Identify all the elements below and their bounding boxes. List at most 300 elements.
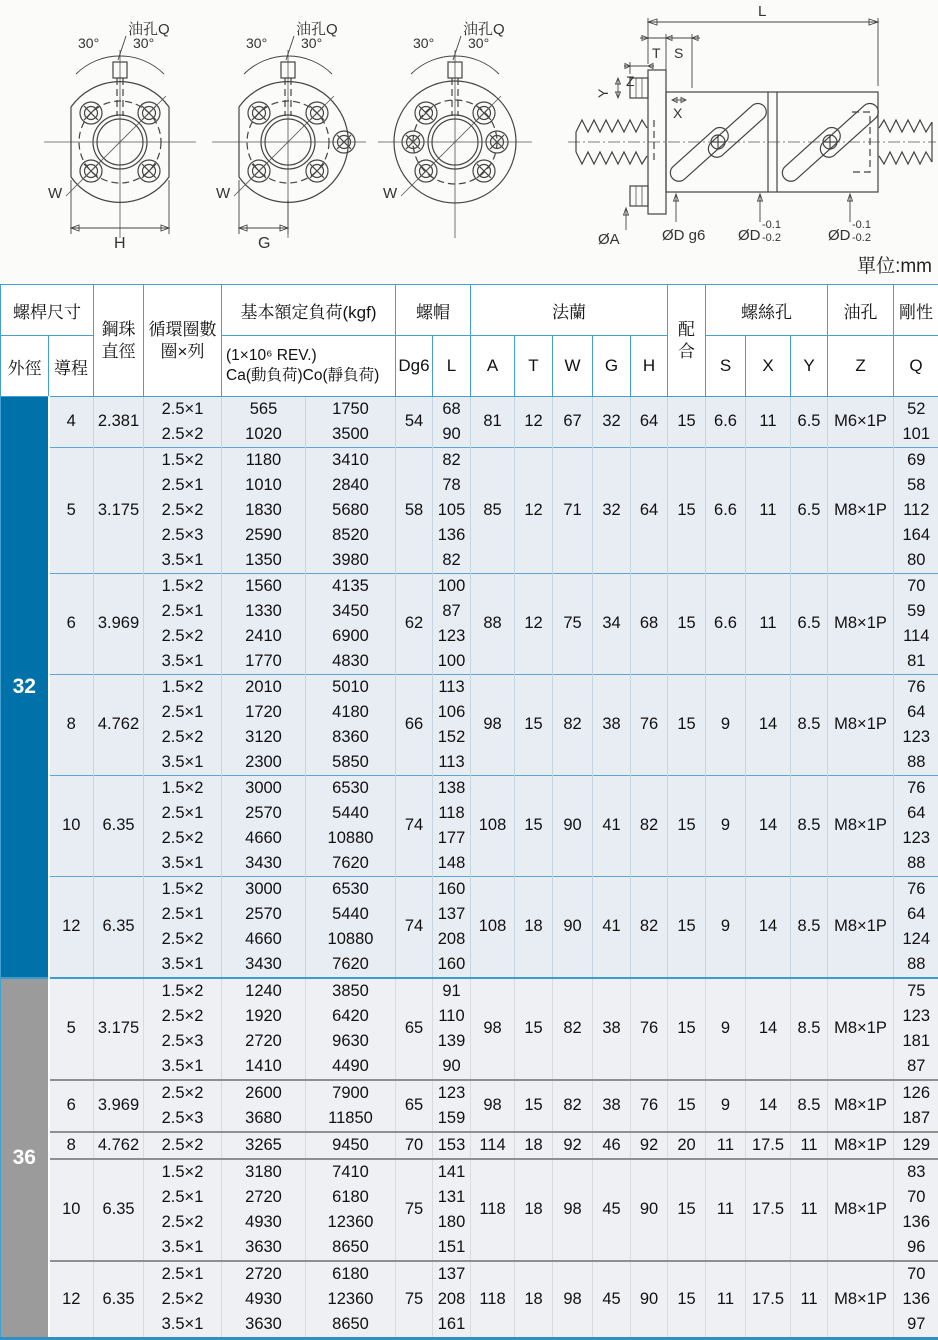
rigidity-cell: 64 — [894, 902, 938, 927]
ball-diameter-cell: 6.35 — [94, 877, 144, 979]
static-load-cell: 3410 — [306, 448, 396, 474]
ball-diameter-cell: 6.35 — [94, 1261, 144, 1339]
dia-d-label: ØD — [828, 227, 851, 244]
oil-hole-q-cell: M8×1P — [828, 1261, 894, 1339]
nut-length-cell: 123 — [433, 624, 471, 649]
hole-x-cell: 11 — [706, 1261, 746, 1339]
spec-table-header — [1, 285, 938, 397]
rigidity-cell: 70 — [894, 1261, 938, 1287]
circuit-cell: 2.5×1 — [144, 902, 222, 927]
fit-s-cell: 15 — [668, 448, 706, 574]
oil-hole-q-cell: M6×1P — [828, 397, 894, 448]
hole-y-cell: 17.5 — [746, 1132, 791, 1159]
rigidity-cell: 88 — [894, 851, 938, 877]
flange-g-cell: 46 — [593, 1132, 631, 1159]
rigidity-cell: 88 — [894, 952, 938, 978]
circuit-cell: 2.5×3 — [144, 523, 222, 548]
nut-dg6-cell: 74 — [396, 877, 433, 979]
static-load-cell: 6180 — [306, 1261, 396, 1287]
tolerance-upper: -0.1 — [852, 219, 871, 231]
static-load-cell: 8520 — [306, 523, 396, 548]
fit-s-cell: 15 — [668, 776, 706, 877]
dynamic-load-cell: 4660 — [222, 927, 306, 952]
static-load-cell: 4135 — [306, 574, 396, 600]
dynamic-load-cell: 1720 — [222, 700, 306, 725]
dia-d-g6-label: ØD g6 — [662, 227, 705, 244]
static-load-cell: 7620 — [306, 952, 396, 978]
table-row — [1, 1132, 938, 1159]
nut-length-cell: 123 — [433, 1080, 471, 1106]
rigidity-cell: 164 — [894, 523, 938, 548]
table-row — [1, 978, 938, 1004]
header-flange: 法蘭 — [471, 285, 668, 336]
rigidity-cell: 75 — [894, 978, 938, 1004]
hole-z-cell: 6.5 — [791, 574, 828, 675]
static-load-cell: 3450 — [306, 599, 396, 624]
static-load-cell: 12360 — [306, 1210, 396, 1235]
table-row — [1, 675, 938, 701]
circuit-cell: 3.5×1 — [144, 548, 222, 574]
header-outer-diameter: 外徑 — [1, 336, 49, 397]
flange-a-cell: 81 — [471, 397, 515, 448]
static-load-cell: 3850 — [306, 978, 396, 1004]
static-load-cell: 6530 — [306, 776, 396, 802]
header-g: G — [593, 336, 631, 397]
fit-s-cell: 15 — [668, 397, 706, 448]
dynamic-load-cell: 1010 — [222, 473, 306, 498]
dynamic-load-cell: 2010 — [222, 675, 306, 701]
header-q: Q — [894, 336, 938, 397]
rigidity-cell: 76 — [894, 776, 938, 802]
spec-table — [0, 284, 938, 1340]
circuit-cell: 1.5×2 — [144, 574, 222, 600]
flange-w-cell: 75 — [553, 574, 593, 675]
nut-length-cell: 160 — [433, 877, 471, 903]
static-load-cell: 3980 — [306, 548, 396, 574]
nut-dg6-cell: 65 — [396, 978, 433, 1080]
static-load-cell: 5680 — [306, 498, 396, 523]
nut-dg6-cell: 66 — [396, 675, 433, 776]
dynamic-load-cell: 1560 — [222, 574, 306, 600]
nut-length-cell: 105 — [433, 498, 471, 523]
nut-length-cell: 152 — [433, 725, 471, 750]
lead-cell: 6 — [49, 574, 94, 675]
nut-length-cell: 82 — [433, 548, 471, 574]
rigidity-cell: 114 — [894, 624, 938, 649]
nut-length-cell: 160 — [433, 952, 471, 978]
circuit-cell: 2.5×2 — [144, 1287, 222, 1312]
flange-t-cell: 15 — [515, 978, 553, 1080]
static-load-cell: 7410 — [306, 1159, 396, 1185]
static-load-cell: 4490 — [306, 1054, 396, 1080]
nut-side-view — [568, 3, 936, 248]
header-s: S — [706, 336, 746, 397]
dynamic-load-cell: 1330 — [222, 599, 306, 624]
flange-view-3 — [378, 20, 532, 238]
flange-t-cell: 15 — [515, 675, 553, 776]
lead-cell: 10 — [49, 1159, 94, 1261]
w-label: W — [48, 185, 63, 202]
flange-a-cell: 85 — [471, 448, 515, 574]
nut-length-cell: 141 — [433, 1159, 471, 1185]
outer-diameter-cell: 36 — [1, 978, 49, 1339]
ball-diameter-cell: 4.762 — [94, 1132, 144, 1159]
static-load-cell: 8360 — [306, 725, 396, 750]
flange-h-cell: 90 — [631, 1261, 668, 1339]
rigidity-cell: 76 — [894, 877, 938, 903]
fit-s-cell: 20 — [668, 1132, 706, 1159]
nut-length-cell: 87 — [433, 599, 471, 624]
ball-diameter-cell: 3.969 — [94, 1080, 144, 1132]
unit-label: 單位:mm — [0, 252, 938, 284]
circuit-cell: 3.5×1 — [144, 1312, 222, 1339]
oil-hole-label: 油孔Q — [463, 20, 505, 38]
circuit-cell: 1.5×2 — [144, 877, 222, 903]
header-t: T — [515, 336, 553, 397]
header-h: H — [631, 336, 668, 397]
static-load-cell: 5010 — [306, 675, 396, 701]
lead-cell: 12 — [49, 877, 94, 979]
flange-t-cell: 18 — [515, 1132, 553, 1159]
angle-label: 30° — [301, 35, 322, 51]
dynamic-load-cell: 3120 — [222, 725, 306, 750]
static-load-cell: 9450 — [306, 1132, 396, 1159]
static-load-cell: 6180 — [306, 1185, 396, 1210]
hole-z-cell: 6.5 — [791, 448, 828, 574]
flange-t-cell: 18 — [515, 1159, 553, 1261]
flange-h-cell: 76 — [631, 978, 668, 1080]
static-load-cell: 6900 — [306, 624, 396, 649]
flange-a-cell: 88 — [471, 574, 515, 675]
flange-h-cell: 64 — [631, 448, 668, 574]
circuit-cell: 2.5×2 — [144, 1132, 222, 1159]
circuit-cell: 3.5×1 — [144, 1054, 222, 1080]
nut-length-cell: 136 — [433, 523, 471, 548]
nut-length-cell: 100 — [433, 649, 471, 675]
lead-cell: 8 — [49, 1132, 94, 1159]
nut-dg6-cell: 75 — [396, 1159, 433, 1261]
dynamic-load-cell: 1020 — [222, 422, 306, 448]
table-row — [1, 574, 938, 600]
oil-hole-q-cell: M8×1P — [828, 1159, 894, 1261]
static-load-cell: 10880 — [306, 826, 396, 851]
nut-length-cell: 161 — [433, 1312, 471, 1339]
header-screw-holes: 螺絲孔 — [706, 285, 828, 336]
flange-g-cell: 41 — [593, 776, 631, 877]
circuit-cell: 3.5×1 — [144, 1235, 222, 1261]
nut-dg6-cell: 70 — [396, 1132, 433, 1159]
rigidity-cell: 52 — [894, 397, 938, 423]
flange-g-cell: 45 — [593, 1159, 631, 1261]
flange-h-cell: 82 — [631, 776, 668, 877]
static-load-cell: 6420 — [306, 1004, 396, 1029]
flange-and-nut-drawing — [0, 0, 938, 252]
flange-w-cell: 82 — [553, 675, 593, 776]
circuit-cell: 1.5×2 — [144, 776, 222, 802]
oil-hole-q-cell: M8×1P — [828, 448, 894, 574]
static-load-cell: 5440 — [306, 801, 396, 826]
hole-y-cell: 14 — [746, 776, 791, 877]
flange-h-cell: 76 — [631, 1080, 668, 1132]
rigidity-cell: 123 — [894, 725, 938, 750]
nut-dg6-cell: 74 — [396, 776, 433, 877]
angle-label: 30° — [246, 35, 267, 51]
dynamic-load-cell: 1410 — [222, 1054, 306, 1080]
flange-t-cell: 12 — [515, 448, 553, 574]
circuit-cell: 1.5×2 — [144, 675, 222, 701]
dynamic-load-cell: 3265 — [222, 1132, 306, 1159]
nut-length-cell: 138 — [433, 776, 471, 802]
hole-x-cell: 9 — [706, 776, 746, 877]
oil-hole-q-cell: M8×1P — [828, 1080, 894, 1132]
flange-a-cell: 108 — [471, 877, 515, 979]
hole-x-cell: 9 — [706, 978, 746, 1080]
l-dim-label: L — [758, 3, 766, 20]
hole-x-cell: 6.6 — [706, 448, 746, 574]
rigidity-cell: 87 — [894, 1054, 938, 1080]
static-load-cell: 8650 — [306, 1312, 396, 1339]
nut-length-cell: 118 — [433, 801, 471, 826]
hole-x-cell: 11 — [706, 1132, 746, 1159]
circuit-cell: 3.5×1 — [144, 750, 222, 776]
flange-a-cell: 118 — [471, 1159, 515, 1261]
oil-hole-label: 油孔Q — [296, 20, 338, 38]
dynamic-load-cell: 2600 — [222, 1080, 306, 1106]
nut-dg6-cell: 65 — [396, 1080, 433, 1132]
fit-s-cell: 15 — [668, 1159, 706, 1261]
hole-x-cell: 6.6 — [706, 574, 746, 675]
rigidity-cell: 136 — [894, 1287, 938, 1312]
nut-length-cell: 208 — [433, 1287, 471, 1312]
hole-x-cell: 9 — [706, 877, 746, 979]
rigidity-cell: 70 — [894, 574, 938, 600]
dynamic-load-cell: 1180 — [222, 448, 306, 474]
static-load-cell: 5440 — [306, 902, 396, 927]
hole-y-cell: 14 — [746, 1080, 791, 1132]
flange-t-cell: 18 — [515, 1261, 553, 1339]
hole-z-cell: 8.5 — [791, 1080, 828, 1132]
flange-h-cell: 64 — [631, 397, 668, 448]
tolerance-upper: -0.1 — [762, 219, 781, 231]
header-rated-load: 基本額定負荷(kgf) — [222, 285, 396, 336]
w-label: W — [383, 185, 398, 202]
flange-t-cell: 15 — [515, 776, 553, 877]
table-row — [1, 1261, 938, 1287]
dynamic-load-cell: 3180 — [222, 1159, 306, 1185]
fit-s-cell: 15 — [668, 978, 706, 1080]
dynamic-load-cell: 3000 — [222, 877, 306, 903]
rigidity-cell: 64 — [894, 700, 938, 725]
circuit-cell: 1.5×2 — [144, 1159, 222, 1185]
technical-drawings — [0, 0, 938, 252]
dynamic-load-cell: 2300 — [222, 750, 306, 776]
tolerance-lower: -0.2 — [852, 232, 871, 244]
rigidity-cell: 187 — [894, 1106, 938, 1132]
flange-g-cell: 45 — [593, 1261, 631, 1339]
angle-label: 30° — [413, 35, 434, 51]
static-load-cell: 6530 — [306, 877, 396, 903]
h-dim-label: H — [114, 235, 126, 252]
hole-y-cell: 17.5 — [746, 1261, 791, 1339]
hole-z-cell: 8.5 — [791, 978, 828, 1080]
angle-label: 30° — [133, 35, 154, 51]
nut-length-cell: 110 — [433, 1004, 471, 1029]
dynamic-load-cell: 3630 — [222, 1235, 306, 1261]
header-screw-size: 螺桿尺寸 — [1, 285, 94, 336]
y-dim-label: Y — [595, 88, 611, 98]
fit-s-cell: 15 — [668, 675, 706, 776]
nut-length-cell: 180 — [433, 1210, 471, 1235]
rigidity-cell: 101 — [894, 422, 938, 448]
flange-h-cell: 68 — [631, 574, 668, 675]
header-z: Z — [828, 336, 894, 397]
tolerance-lower: -0.2 — [762, 232, 781, 244]
nut-length-cell: 137 — [433, 1261, 471, 1287]
rigidity-cell: 59 — [894, 599, 938, 624]
dynamic-load-cell: 2590 — [222, 523, 306, 548]
static-load-cell: 4180 — [306, 700, 396, 725]
table-row — [1, 1159, 938, 1185]
s-dim-label: S — [674, 45, 683, 61]
dynamic-load-cell: 1240 — [222, 978, 306, 1004]
lead-cell: 12 — [49, 1261, 94, 1339]
lead-cell: 5 — [49, 448, 94, 574]
dynamic-load-cell: 3680 — [222, 1106, 306, 1132]
hole-x-cell: 11 — [706, 1159, 746, 1261]
header-dg6: Dg6 — [396, 336, 433, 397]
rigidity-cell: 124 — [894, 927, 938, 952]
circuit-cell: 2.5×2 — [144, 725, 222, 750]
static-load-cell: 10880 — [306, 927, 396, 952]
nut-length-cell: 131 — [433, 1185, 471, 1210]
nut-length-cell: 82 — [433, 448, 471, 474]
nut-length-cell: 148 — [433, 851, 471, 877]
dynamic-load-cell: 2720 — [222, 1185, 306, 1210]
static-load-cell: 4830 — [306, 649, 396, 675]
circuit-cell: 2.5×1 — [144, 801, 222, 826]
table-row — [1, 397, 938, 423]
rigidity-cell: 64 — [894, 801, 938, 826]
circuit-cell: 3.5×1 — [144, 649, 222, 675]
rigidity-cell: 123 — [894, 826, 938, 851]
circuit-cell: 2.5×1 — [144, 1185, 222, 1210]
table-row — [1, 877, 938, 903]
nut-length-cell: 68 — [433, 397, 471, 423]
static-load-cell: 8650 — [306, 1235, 396, 1261]
flange-t-cell: 15 — [515, 1080, 553, 1132]
rigidity-cell: 80 — [894, 548, 938, 574]
flange-t-cell: 12 — [515, 574, 553, 675]
hole-y-cell: 11 — [746, 574, 791, 675]
nut-length-cell: 78 — [433, 473, 471, 498]
hole-y-cell: 14 — [746, 978, 791, 1080]
dynamic-load-cell: 2410 — [222, 624, 306, 649]
header-nut: 螺帽 — [396, 285, 471, 336]
hole-z-cell: 11 — [791, 1132, 828, 1159]
dynamic-load-cell: 1920 — [222, 1004, 306, 1029]
static-load-cell: 11850 — [306, 1106, 396, 1132]
flange-g-cell: 32 — [593, 448, 631, 574]
flange-w-cell: 98 — [553, 1261, 593, 1339]
rigidity-cell: 70 — [894, 1185, 938, 1210]
circuit-cell: 2.5×1 — [144, 473, 222, 498]
rigidity-cell: 69 — [894, 448, 938, 474]
nut-dg6-cell: 75 — [396, 1261, 433, 1339]
fit-s-cell: 15 — [668, 1080, 706, 1132]
flange-a-cell: 118 — [471, 1261, 515, 1339]
nut-length-cell: 177 — [433, 826, 471, 851]
nut-dg6-cell: 62 — [396, 574, 433, 675]
flange-h-cell: 76 — [631, 675, 668, 776]
circuit-cell: 2.5×2 — [144, 1004, 222, 1029]
flange-a-cell: 98 — [471, 978, 515, 1080]
oil-hole-label: 油孔Q — [128, 20, 170, 38]
flange-w-cell: 98 — [553, 1159, 593, 1261]
lead-cell: 4 — [49, 397, 94, 448]
flange-a-cell: 98 — [471, 1080, 515, 1132]
fit-s-cell: 15 — [668, 1261, 706, 1339]
table-row — [1, 1080, 938, 1106]
oil-hole-q-cell: M8×1P — [828, 574, 894, 675]
oil-hole-q-cell: M8×1P — [828, 1132, 894, 1159]
header-y: Y — [791, 336, 828, 397]
circuit-cell: 2.5×1 — [144, 700, 222, 725]
dynamic-load-cell: 3630 — [222, 1312, 306, 1339]
flange-t-cell: 12 — [515, 397, 553, 448]
ball-diameter-cell: 3.175 — [94, 978, 144, 1080]
flange-a-cell: 108 — [471, 776, 515, 877]
static-load-cell: 5850 — [306, 750, 396, 776]
header-rigidity: 剛性 — [894, 285, 938, 336]
dynamic-load-cell: 3000 — [222, 776, 306, 802]
flange-a-cell: 98 — [471, 675, 515, 776]
flange-view-2 — [212, 20, 366, 252]
nut-length-cell: 113 — [433, 750, 471, 776]
nut-dg6-cell: 54 — [396, 397, 433, 448]
fit-s-cell: 15 — [668, 574, 706, 675]
circuit-cell: 2.5×1 — [144, 599, 222, 624]
ball-diameter-cell: 2.381 — [94, 397, 144, 448]
header-lead: 導程 — [49, 336, 94, 397]
dynamic-load-cell: 565 — [222, 397, 306, 423]
flange-h-cell: 92 — [631, 1132, 668, 1159]
rigidity-cell: 181 — [894, 1029, 938, 1054]
dynamic-load-cell: 3430 — [222, 851, 306, 877]
hole-x-cell: 9 — [706, 1080, 746, 1132]
rigidity-cell: 136 — [894, 1210, 938, 1235]
flange-w-cell: 82 — [553, 978, 593, 1080]
rigidity-cell: 96 — [894, 1235, 938, 1261]
flange-g-cell: 41 — [593, 877, 631, 979]
rigidity-cell: 129 — [894, 1132, 938, 1159]
spec-table-body — [1, 397, 938, 1339]
lead-cell: 6 — [49, 1080, 94, 1132]
dynamic-load-cell: 4930 — [222, 1287, 306, 1312]
nut-dg6-cell: 58 — [396, 448, 433, 574]
rigidity-cell: 112 — [894, 498, 938, 523]
table-row — [1, 776, 938, 802]
w-label: W — [216, 185, 231, 202]
circuit-cell: 2.5×2 — [144, 498, 222, 523]
dia-a-label: ØA — [598, 231, 620, 248]
x-dim-label: X — [673, 105, 683, 121]
dynamic-load-cell: 2720 — [222, 1261, 306, 1287]
nut-length-cell: 153 — [433, 1132, 471, 1159]
oil-hole-q-cell: M8×1P — [828, 675, 894, 776]
static-load-cell: 9630 — [306, 1029, 396, 1054]
header-load-detail: (1×10⁶ REV.) Ca(動負荷)Co(靜負荷) — [222, 336, 396, 397]
circuit-cell: 3.5×1 — [144, 952, 222, 978]
